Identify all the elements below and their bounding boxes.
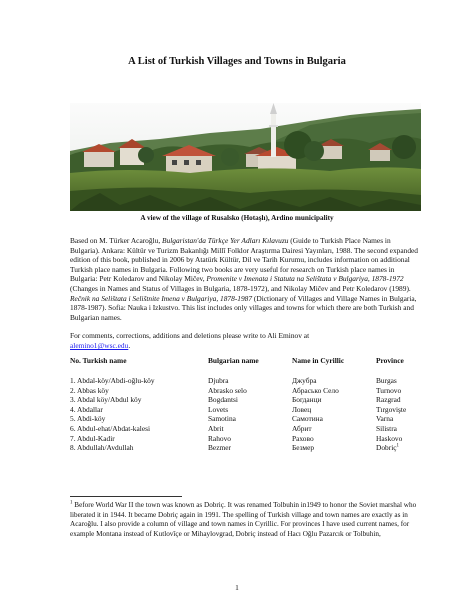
cell-cyrillic: Безмер — [292, 443, 315, 453]
cell-turkish: 2. Abbas köy — [70, 385, 109, 395]
cell-bulgarian: Lovets — [208, 404, 229, 414]
cell-bulgarian: Rahovo — [208, 433, 231, 443]
book-title-3: Rečnik na Selištata i Selištnite Imena v Bulgariya, 1878-1987 — [70, 293, 253, 303]
cell-province: Haskovo — [376, 433, 403, 443]
cell-province: Razgrad — [376, 395, 401, 405]
footnote-text: Before World War II the town was known as Dobriç. It was renamed Tolbuhin in1949 to honor the Soviet marshal who liberated it in 1944. It became Dobriç again in 1991. The spelling of Turkish village and town names are exactly as in Acaroğlu. I also provide a column of village and town names in Cyrillic. For provinces I have used current names, for example Montana instead of Kutlovîçe or Mihaylovgrad, Dobriç instead of Hacı Oğlu Pazarcık or Tolbuhin, — [70, 501, 417, 538]
header-bulgarian-name: Bulgarian name — [208, 356, 259, 365]
intro-text-3: (Changes in Names and Status of Villages in Bulgaria, 1878-1972), and Nikolay Mičev and Petr Koledarov (1989). — [70, 283, 411, 293]
table-row — [70, 405, 430, 415]
header-cyrillic-name: Name in Cyrillic — [292, 356, 345, 365]
table-body — [70, 376, 430, 453]
cell-bulgarian: Bezmer — [208, 443, 231, 453]
cell-turkish: 6. Abdul-ehat/Abdat-kalesi — [70, 423, 151, 433]
header-province: Province — [376, 356, 404, 365]
cell-turkish: 3. Abdal köy/Abdul köy — [70, 395, 142, 405]
cell-cyrillic: Рахово — [292, 433, 314, 443]
province-text: Dobriç — [376, 443, 397, 453]
cell-province: Turnovo — [376, 385, 402, 395]
cell-bulgarian: Bogdantsi — [208, 395, 238, 405]
cell-bulgarian: Abrit — [208, 423, 224, 433]
cell-turkish: 5. Abdi-köy — [70, 414, 106, 424]
cell-province: Varna — [376, 414, 394, 424]
cell-cyrillic: Джубра — [292, 376, 317, 385]
book-title-2: Promenite v Imenata i Statuta na Selištata v Bulgariya, 1878-1972 — [206, 274, 404, 284]
cell-cyrillic: Абрасько Село — [292, 385, 339, 395]
footnote — [70, 501, 422, 539]
cell-cyrillic: Самотина — [292, 414, 323, 424]
cell-province — [376, 443, 430, 453]
place-names-table — [70, 356, 430, 453]
cell-cyrillic: Ловец — [292, 404, 312, 414]
footnote-divider — [70, 496, 182, 497]
cell-turkish: 8. Abdullah/Avdullah — [70, 443, 134, 453]
book-title-1: Bulgaristan'da Türkçe Yer Adları Kılavuzu — [162, 236, 289, 245]
table-row — [70, 443, 430, 453]
photo-caption: A view of the village of Rusalsko (Hotaşlı), Ardino municipality — [140, 214, 334, 222]
table-row — [70, 395, 430, 405]
header-turkish-name: No. Turkish name — [70, 356, 127, 365]
intro-paragraph — [70, 236, 420, 322]
table-row — [70, 424, 430, 434]
cell-province: Silistra — [376, 423, 397, 433]
page-number: 1 — [235, 583, 239, 592]
cell-bulgarian: Samotina — [208, 414, 236, 424]
footnote-mark: 1 — [70, 500, 73, 506]
cell-turkish: 4. Abdallar — [70, 404, 103, 414]
footnote-reference[interactable]: 1 — [396, 443, 400, 449]
cell-bulgarian: Abrasko selo — [208, 385, 247, 395]
contact-email-link[interactable]: alemino1@wsc.edu — [70, 340, 129, 350]
document-title: A List of Turkish Villages and Towns in Bulgaria — [128, 56, 346, 67]
table-row — [70, 376, 430, 386]
body-text — [70, 236, 420, 360]
contact-text: For comments, corrections, additions and deletions please write to Ali Eminov at — [70, 331, 310, 341]
contact-paragraph — [70, 331, 420, 350]
village-photo — [70, 103, 421, 211]
cell-turkish: 7. Abdul-Kadir — [70, 433, 115, 443]
intro-text-1: Based on M. Türker Acaroğlu, — [70, 236, 163, 245]
cell-province: Tırgovişte — [376, 404, 407, 414]
intro-text-2: (Guide to Turkish Place Names in Bulgaria). Ankara: Kültür ve Turizm Bakanlığı Millî Folklor Araştırma Dairesi Yayınları, 1988. The second expanded edition of this book, published in 2006 by Atatürk Kültür, Dil ve Tarih Kurumu, includes information on additional Turkish place names in Bulgaria. Following two books are very useful for research on Turkish place names in Bulgaria: Petr Koledarov and Nikolay Mičev, — [70, 236, 418, 284]
intro-text-4: (Dictionary of Villages and Village Names in Bulgaria, 1878-1987). Sofia: Nauka i Izkustvo. This list includes only villages and towns for which there are both Turkish and Bulgarian names. — [70, 293, 417, 322]
village-photo-image — [70, 103, 421, 211]
cell-cyrillic: Богданци — [292, 395, 322, 405]
table-header-row — [70, 356, 430, 376]
table-row — [70, 386, 430, 396]
table-row — [70, 414, 430, 424]
cell-bulgarian: Djubra — [208, 376, 229, 385]
contact-email-suffix: . — [128, 340, 131, 350]
cell-cyrillic: Абрит — [292, 423, 312, 433]
cell-turkish: 1. Abdal-köy/Abdi-oğlu-köy — [70, 376, 155, 385]
cell-province: Burgas — [376, 376, 397, 385]
table-row — [70, 434, 430, 444]
